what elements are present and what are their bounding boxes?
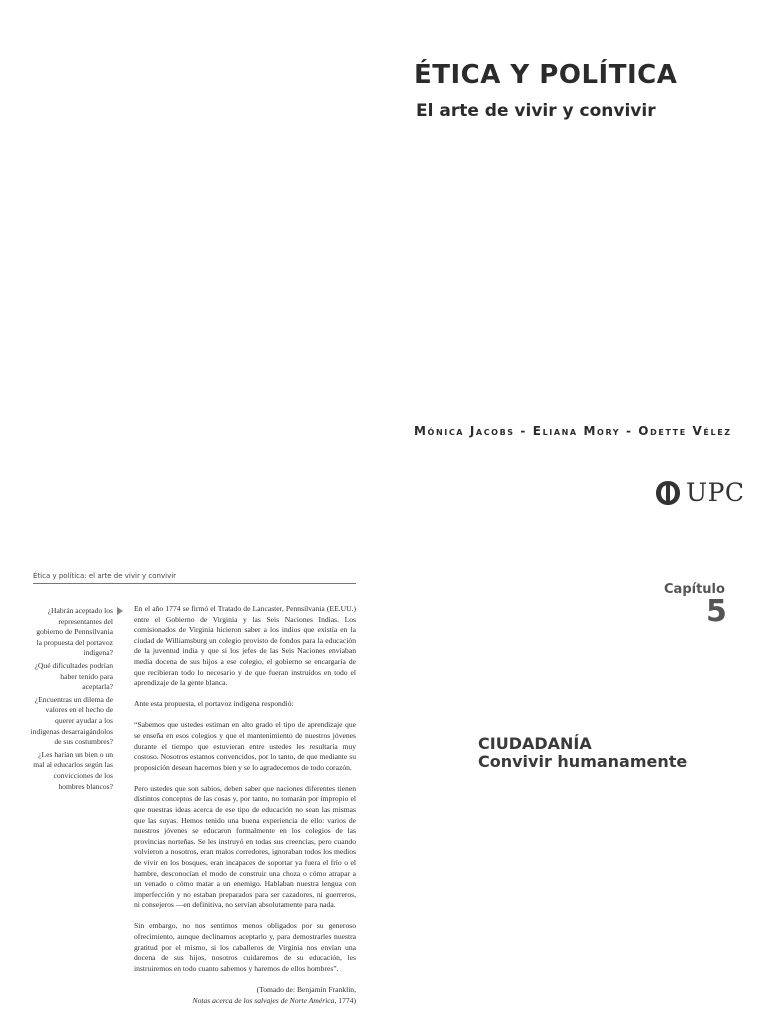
publisher-name: UPC (686, 478, 745, 507)
chapter-number: 5 (706, 594, 727, 629)
chapter-label: Capítulo (664, 582, 725, 597)
authors: Mónica Jacobs - Eliana Mory - Odette Vélez (414, 424, 732, 438)
header-divider (33, 583, 356, 584)
paragraph: “Sabemos que ustedes estiman en alto grado el tipo de aprendizaje que se enseña en esos colegios y que el mantenimiento de nuestros jóvenes durante el tiempo que estuvieran entre ustedes les resultaría muy costoso. Nosotros estamos convencidos, por lo tanto, de que mediante su proposición desean hacernos bien y se lo agradecemos de todo corazón. (134, 720, 356, 772)
pointer-triangle-icon (117, 607, 123, 615)
paragraph: Sin embargo, no nos sentimos menos obligados por su generoso ofrecimiento, aunque declinamos aceptarlo y, para demostrarles nuestra gratitud por el mismo, si los caballeros de Virginia nos envían una docena de sus hijos, nosotros cuidaremos de su educación, les instruiremos en todo cuanto sabemos y haremos de ellos hombres”. (134, 921, 356, 973)
book-title: ÉTICA Y POLÍTICA (414, 60, 678, 90)
margin-questions (30, 606, 113, 794)
margin-question: ¿Qué dificultades podrían haber tenido para aceptarla? (34, 660, 113, 692)
source-year: , 1774) (334, 995, 356, 1005)
source-line-1: (Tomado de: Benjamín Franklin, (256, 984, 356, 994)
section-subtitle: Convivir humanamente (478, 752, 688, 771)
paragraph: Ante esta propuesta, el portavoz indígena respondió: (134, 699, 294, 709)
source-work-title: Notas acerca de los salvajes de Norte América (192, 995, 335, 1005)
upc-emblem-icon (655, 479, 681, 507)
publisher-logo (655, 478, 745, 507)
margin-question: ¿Encuentras un dilema de valores en el hecho de querer ayudar a los indígenas desarraigándolos de sus costumbres? (30, 694, 113, 747)
margin-question: ¿Les harían un bien o un mal al educarlos según las convicciones de los hombres blancos? (33, 749, 113, 791)
section-title: CIUDADANÍA (478, 734, 592, 753)
paragraph: Pero ustedes que son sabios, deben saber que naciones diferentes tienen distintos conceptos de las cosas y, por tanto, no tomarán por impropio el que nuestras ideas acerca de ese tipo de educación no sean las mismas que las suyas. Hemos tenido una buena experiencia de ello: varios de nuestros jóvenes se educaron formalmente en los colegios de las provincias norteñas. Se les instruyó en todas sus creencias, pero cuando volvieron a nosotros, eran malos corredores, ignoraban todos los medios de vivir en los bosques, eran incapaces de soportar ya fuera el frío o el hambre, desconocían el modo de construir una choza o cómo atrapar a un venado o cómo matar a un enemigo. Hablaban nuestra lengua con imperfección y no estaban preparados para ser cazadores, ni guerreros, ni consejeros —en definitiva, no servían absolutamente para nada. (134, 783, 356, 910)
paragraph: En el año 1774 se firmó el Tratado de Lancaster, Pennsilvania (EE.UU.) entre el Gobierno de Virginia y las Seis Naciones Indias. Los comisionados de Virginia hicieron saber a los indios que existía en la ciudad de Williamsburg un colegio provisto de fondos para la educación de la juventud india y que si los jefes de las Seis Naciones enviaban media docena de sus hijos a ese colegio, el gobierno se encargaría de que recibieran todo lo necesario y de que fueran instruidos en todo el aprendizaje de la gente blanca. (134, 604, 356, 688)
running-head: Ética y política: el arte de vivir y convivir (33, 572, 177, 580)
reading-text (134, 604, 356, 1006)
margin-question: ¿Habrán aceptado los representantes del gobierno de Pennsilvania la propuesta del portavoz indígena? (36, 606, 113, 658)
source-citation (134, 985, 356, 1006)
book-subtitle: El arte de vivir y convivir (416, 101, 656, 121)
